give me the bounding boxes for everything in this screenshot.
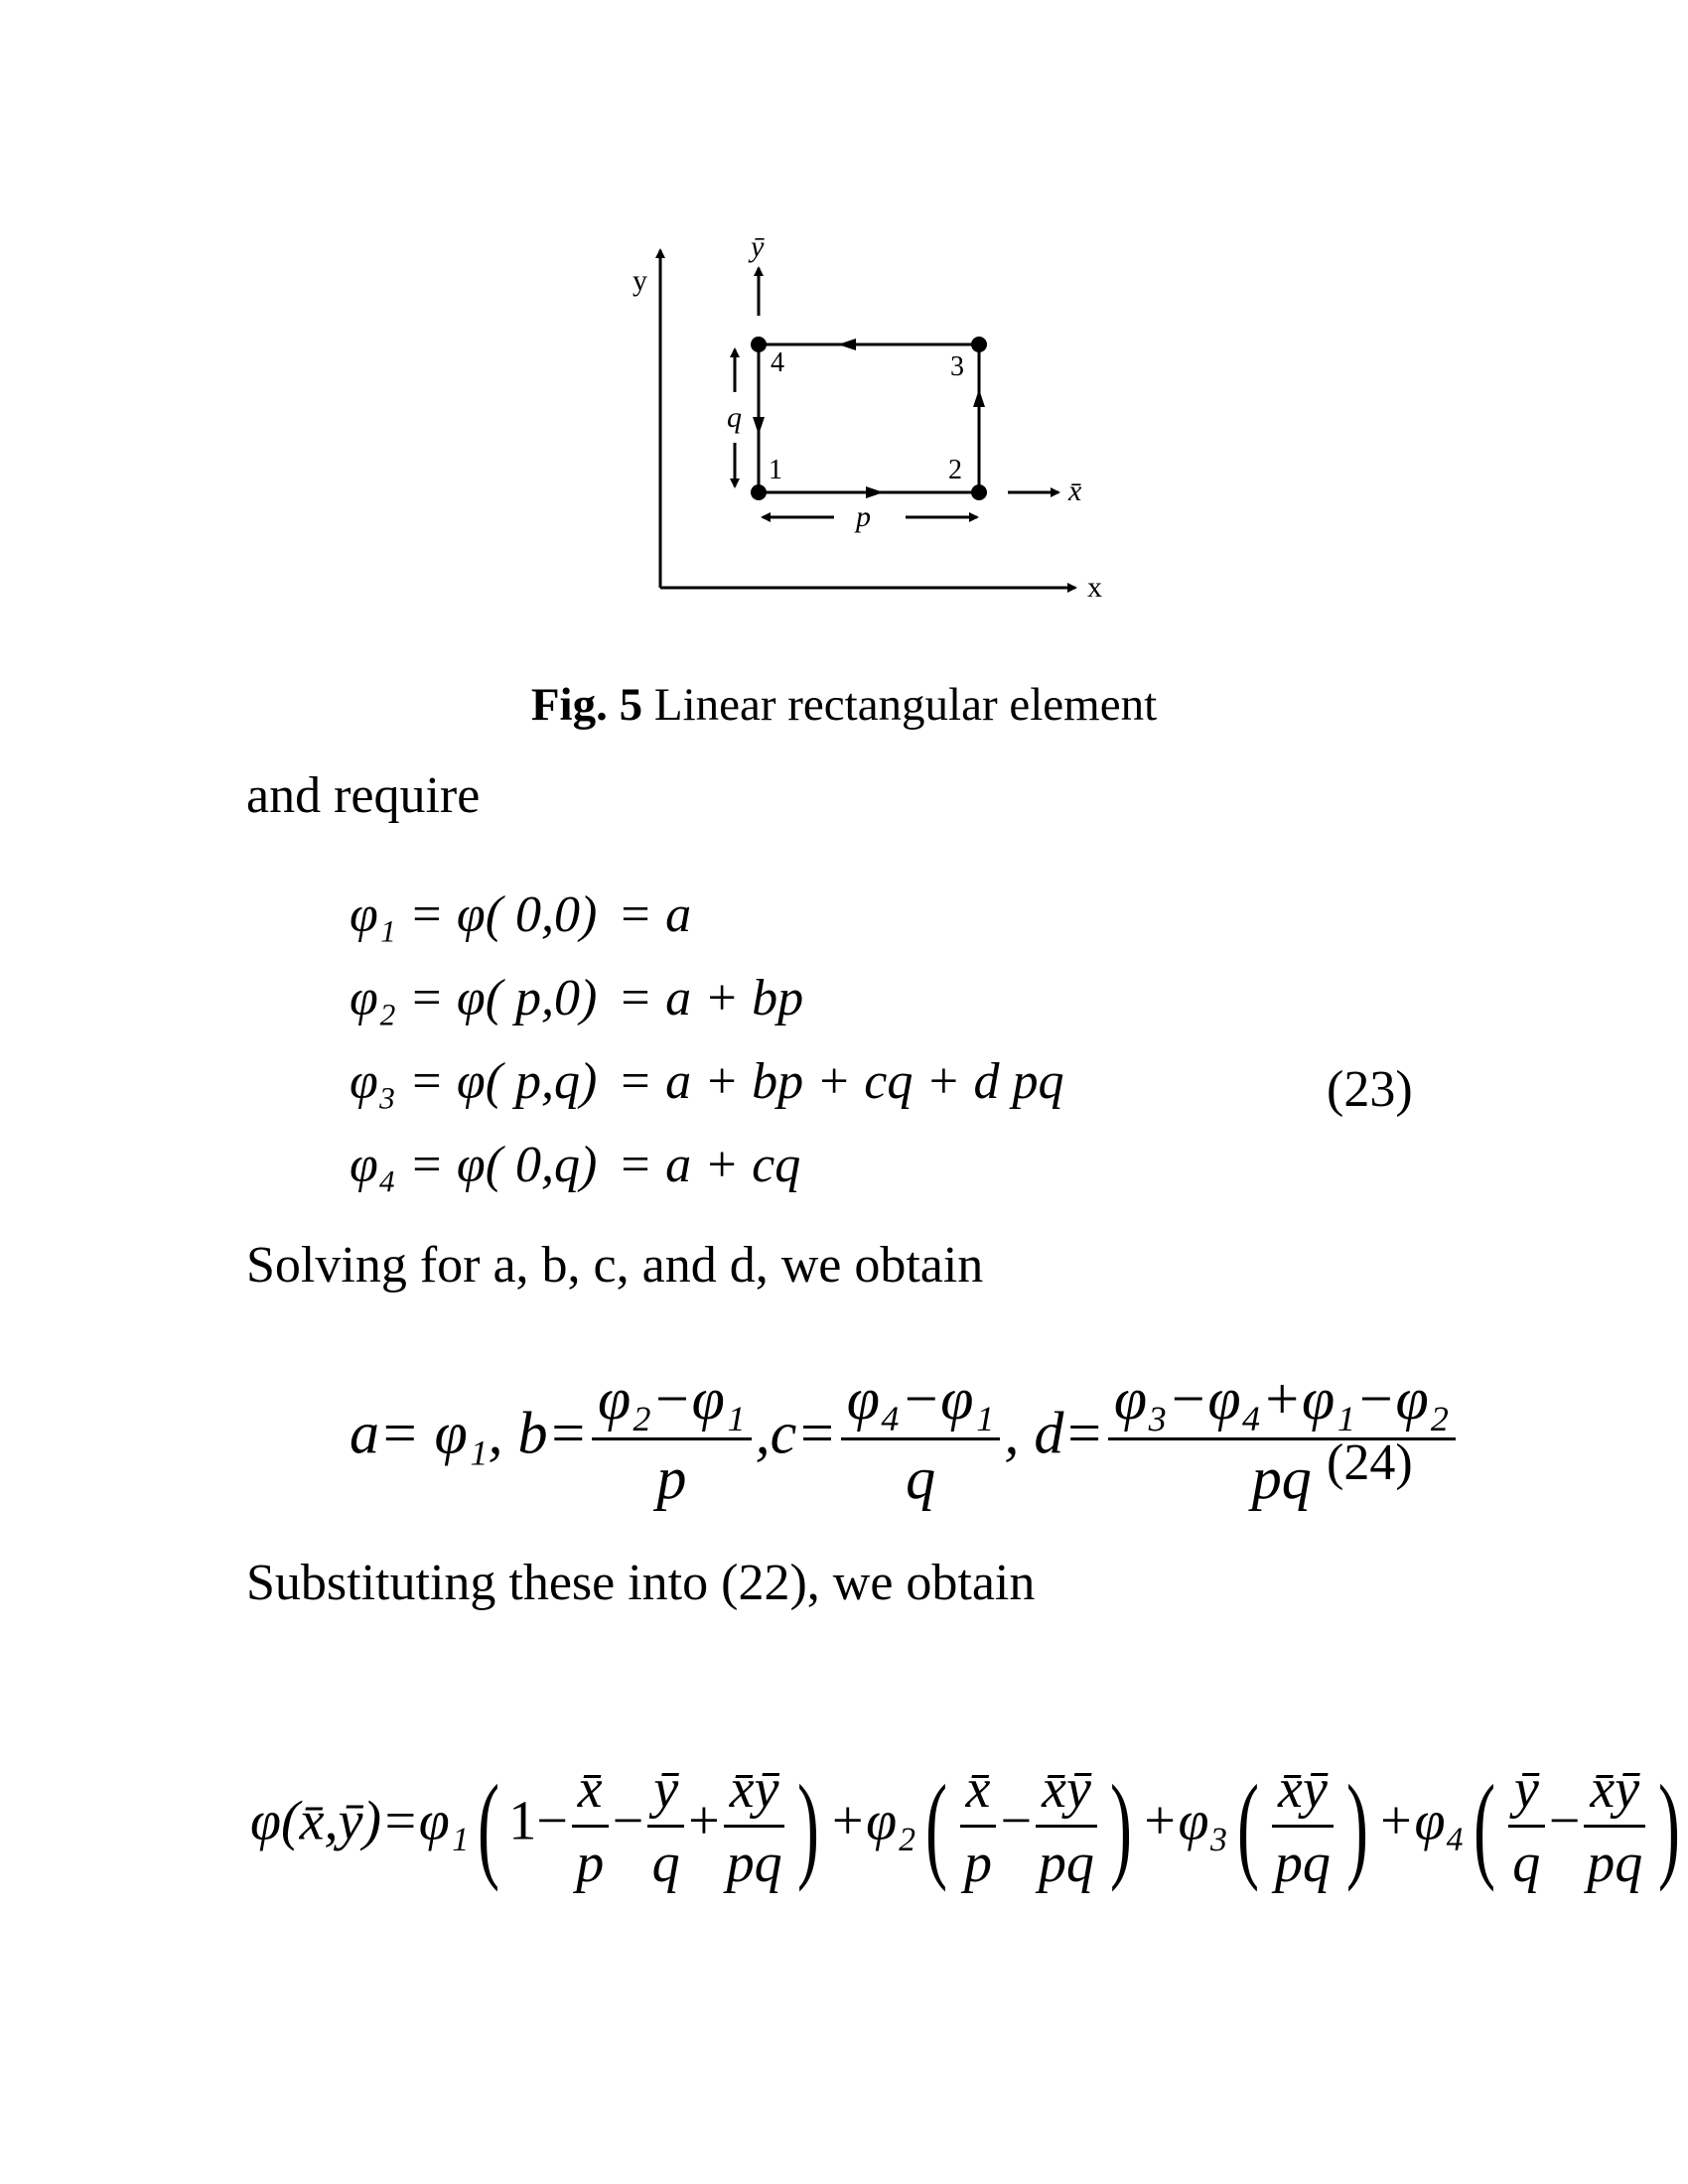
equation-23-number: (23) [1327,1061,1413,1118]
equation-interpolation-lhs: φ(x̄,ȳ)=φ₁ [250,1790,470,1852]
edge-arrow-bottom [866,486,884,498]
equation-24-a: a= φ₁, [350,1400,503,1466]
term3-coefficient: +φ₃ [1140,1790,1228,1852]
fraction-y-over-q-2 [1508,1757,1545,1895]
paren-close-2: ) [1109,1759,1132,1892]
minus-sign-3: − [1548,1790,1581,1852]
equation-23-row-1 [350,874,1063,957]
edge-arrow-left [753,417,765,435]
node-2 [971,484,987,500]
fraction-xy-over-pq-2-num: x̄ȳ [1036,1757,1097,1828]
xbar-axis-label: x̄ [1068,475,1082,507]
paragraph-solving: Solving for a, b, c, and d, we obtain [246,1237,984,1294]
fraction-xy-over-pq-3-den: pq [1274,1833,1331,1894]
plus-sign: + [688,1790,720,1852]
fraction-y-over-q-2-den: q [1512,1833,1541,1894]
paragraph-and-require: and require [246,767,481,824]
node-3 [971,337,987,352]
equation-24-d-denominator: pq [1251,1445,1312,1511]
fraction-xy-over-pq-3 [1272,1757,1334,1895]
equation-24 [350,1365,1460,1513]
fraction-x-over-p-num: x̄ [572,1757,609,1828]
equation-24-c-fraction [841,1365,1001,1513]
ybar-axis-label: ȳ [751,230,765,263]
equation-24-b-fraction [592,1365,752,1513]
node-label-4: 4 [771,347,784,378]
figure-caption-number: Fig. 5 [530,679,643,731]
node-label-2: 2 [948,455,962,485]
equation-24-b-denominator: p [656,1445,687,1511]
equation-24-c-prefix: ,c= [755,1400,837,1466]
paren-open-4: ( [1473,1759,1495,1892]
fraction-xy-over-pq-1-num: x̄ȳ [724,1757,785,1828]
figure-linear-rectangular-element [0,0,1688,655]
equation-24-b-prefix: b= [517,1400,589,1466]
y-axis-label: y [633,264,647,297]
equation-23-row-2-rhs: = a + bp [618,970,804,1026]
fraction-y-over-q-2-num: ȳ [1508,1757,1545,1828]
equation-24-c-denominator: q [906,1445,936,1511]
equation-23-row-3-lhs: φ₃ = φ( p,q) [350,1053,598,1110]
fraction-x-over-p-den: p [576,1833,605,1894]
fraction-xy-over-pq-4-den: pq [1587,1833,1643,1894]
equation-24-b-numerator: φ₂−φ₁ [592,1365,752,1440]
edge-arrow-right [973,389,985,407]
fraction-x-over-p-2-den: p [964,1833,993,1894]
node-1 [751,484,767,500]
equation-24-number: (24) [1327,1434,1413,1491]
fraction-xy-over-pq-4 [1584,1757,1645,1895]
paren-open-2: ( [924,1759,947,1892]
equation-23-row-2 [350,957,1063,1040]
equation-23-row-3 [350,1040,1063,1124]
fraction-xy-over-pq-2 [1036,1757,1097,1895]
figure-caption-text: Linear rectangular element [642,679,1158,731]
fraction-x-over-p-2-num: x̄ [960,1757,997,1828]
fraction-y-over-q-den: q [651,1833,680,1894]
equation-23-row-4 [350,1124,1063,1207]
figure-caption [0,678,1688,732]
paren-close-4: ) [1658,1759,1681,1892]
equation-23 [350,874,1063,1207]
equation-23-row-4-lhs: φ₄ = φ( 0,q) [350,1137,598,1193]
fraction-x-over-p-2 [960,1757,997,1895]
equation-23-row-1-rhs: = a [618,887,692,943]
equation-24-d-prefix: , d= [1004,1400,1104,1466]
equation-23-row-1-lhs: φ₁ = φ( 0,0) [350,887,598,943]
fraction-xy-over-pq-2-den: pq [1038,1833,1094,1894]
term1-one-minus: 1− [508,1790,568,1852]
p-dimension-label: p [856,500,871,533]
paren-open-3: ( [1236,1759,1259,1892]
paren-close-1: ) [797,1759,820,1892]
node-4 [751,337,767,352]
paren-open-1: ( [478,1759,500,1892]
q-dimension-label: q [727,401,742,434]
equation-23-row-4-rhs: = a + cq [618,1137,801,1193]
equation-24-c-numerator: φ₄−φ₁ [841,1365,1001,1440]
node-label-3: 3 [950,351,964,382]
minus-sign: − [612,1790,644,1852]
fraction-y-over-q [647,1757,684,1895]
fraction-xy-over-pq-3-num: x̄ȳ [1272,1757,1334,1828]
fraction-xy-over-pq-1 [724,1757,785,1895]
equation-23-row-3-rhs: = a + bp + cq + d pq [618,1053,1064,1110]
fraction-xy-over-pq-4-num: x̄ȳ [1584,1757,1645,1828]
equation-24-d-numerator: φ₃−φ₄+φ₁−φ₂ [1108,1365,1456,1440]
element-rectangle [759,344,979,492]
node-label-1: 1 [769,455,782,485]
fraction-y-over-q-num: ȳ [647,1757,684,1828]
equation-interpolation [250,1757,1688,1895]
paren-close-3: ) [1345,1759,1368,1892]
fraction-xy-over-pq-1-den: pq [726,1833,782,1894]
minus-sign-2: − [1000,1790,1033,1852]
equation-23-row-2-lhs: φ₂ = φ( p,0) [350,970,598,1026]
edge-arrow-top [838,339,856,350]
paragraph-substituting: Substituting these into (22), we obtain [246,1555,1036,1611]
fraction-x-over-p [572,1757,609,1895]
term2-coefficient: +φ₂ [828,1790,916,1852]
x-axis-label: x [1087,571,1102,604]
term4-coefficient: +φ₄ [1376,1790,1465,1852]
